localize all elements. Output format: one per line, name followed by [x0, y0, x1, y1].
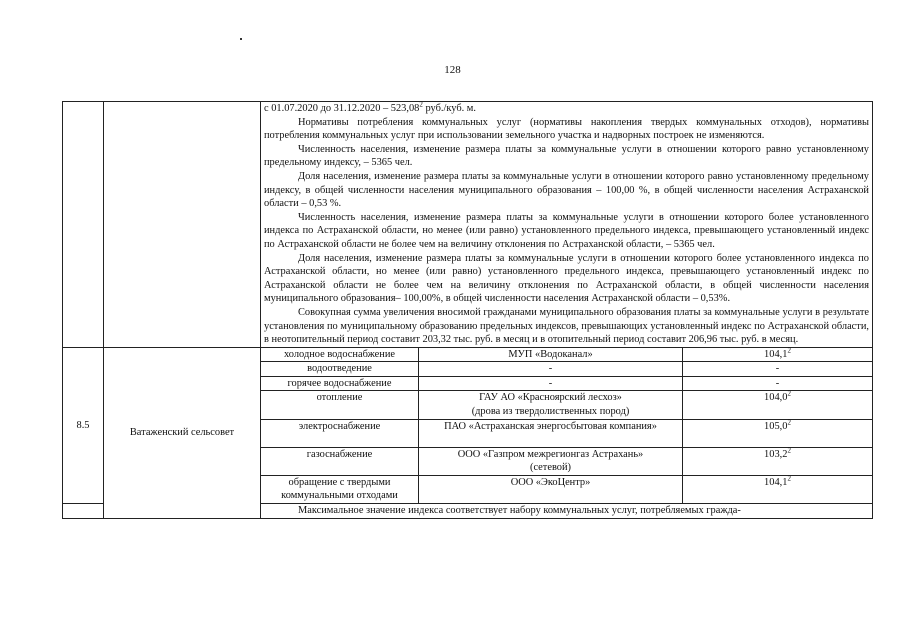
body-paragraph — [264, 116, 869, 143]
service-name: холодное водоснабжение — [261, 347, 419, 362]
provider-name: ООО «ЭкоЦентр» — [419, 475, 683, 503]
provider-name: - — [419, 376, 683, 391]
index-value: 103,2$^2$ — [683, 447, 873, 475]
body-paragraph — [264, 102, 869, 116]
body-paragraph — [264, 252, 869, 306]
paragraph-text: Совокупная сумма увеличения вносимой гражданами муниципального образования платы за коммунальные услуги в результате установления по муниципальному образованию предельных индексов, превышающих установленный индекс по Астраханской области, в неотопительный период составит 203,32 тыс. руб. в месяц и в отопительный период составит 206,96 тыс. руб. в месяц. — [264, 306, 869, 346]
body-paragraph — [264, 170, 869, 211]
footer-note — [261, 504, 873, 519]
service-name: горячее водоснабжение — [261, 376, 419, 391]
paragraph-text: Доля населения, изменение размера платы за коммунальные услуги в отношении которого равно установленному предельному индексу, в общей численности населения муниципального образования – 100,00 %, в общей численности населения Астраханской области – 0,53 %. — [264, 170, 869, 210]
municipality-name: Ватаженский сельсовет — [104, 347, 261, 518]
service-name: обращение с твердыми коммунальными отходами — [261, 475, 419, 503]
provider-name: ГАУ АО «Красноярский лесхоз» (дрова из твердолиственных пород) — [419, 391, 683, 419]
index-value: 105,0$^2$ — [683, 419, 873, 447]
paragraph-text: Численность населения, изменение размера платы за коммунальные услуги в отношении которого равно установленному предельному индексу, – 5365 чел. — [264, 143, 869, 169]
index-value: 104,1$^2$ — [683, 347, 873, 362]
paragraph-text: Доля населения, изменение размера платы за коммунальные услуги в отношении которого более установленного индекса по Астраханской области, но менее (или равно) установленного предельного индекса, превышающего установленный индекс по Астраханской области не более чем на величину отклонения по Астраханской области, в общей численности населения муниципального образования– 100,00%, в общей численности населения Астраханской области – 0,53%. — [264, 252, 869, 305]
index-value: 104,0$^2$ — [683, 391, 873, 419]
service-name: электроснабжение — [261, 419, 419, 447]
footer-note-text: Максимальное значение индекса соответствует набору коммунальных услуг, потребляемых гражда- — [298, 505, 741, 517]
paragraph-text: Численность населения, изменение размера платы за коммунальные услуги в отношении которого более установленного индекса по Астраханской области, но менее (или равно) установленного предельного индекса, превышающего установленный индекс по Астраханской области не более чем на величину отклонения по Астраханской области, – 5365 чел. — [264, 211, 869, 250]
top-text-row — [63, 102, 873, 348]
empty-municipality-cell — [104, 102, 261, 348]
provider-name: МУП «Водоканал» — [419, 347, 683, 362]
text-block-cell — [261, 102, 873, 348]
page-number: 128 — [444, 64, 461, 76]
paragraph-tail: руб./куб. м. — [422, 103, 476, 114]
provider-name: - — [419, 362, 683, 377]
body-paragraph — [264, 306, 869, 347]
empty-number-cell — [63, 102, 104, 348]
footnote-mark: 2 — [787, 346, 791, 355]
body-paragraph — [264, 143, 869, 170]
service-name: водоотведение — [261, 362, 419, 377]
empty-number-cell — [63, 504, 104, 519]
footnote-mark: 2 — [787, 390, 791, 398]
row-number: 8.5 — [63, 347, 104, 503]
scan-speck — [240, 38, 242, 40]
footnote-mark: 2 — [419, 100, 423, 109]
footnote-mark: 2 — [787, 418, 791, 427]
footnote-mark: 2 — [787, 446, 791, 455]
footnote-mark: 2 — [787, 474, 791, 483]
paragraph-text: с 01.07.2020 до 31.12.2020 – 523,08 — [264, 103, 420, 114]
body-paragraph — [264, 211, 869, 252]
index-value: - — [683, 362, 873, 377]
index-value: 104,1$^2$ — [683, 475, 873, 503]
document-table — [62, 101, 873, 519]
service-name: газоснабжение — [261, 447, 419, 475]
service-row — [63, 347, 873, 362]
index-value: - — [683, 376, 873, 391]
provider-name: ООО «Газпром межрегионгаз Астрахань» (сетевой) — [419, 447, 683, 475]
provider-name: ПАО «Астраханская энергосбытовая компания» — [419, 419, 683, 447]
paragraph-text: Нормативы потребления коммунальных услуг (нормативы накопления твердых коммунальных отходов), нормативы потребления коммунальных услуг при использовании земельного участка и надворных построек не изменяются. — [264, 116, 869, 142]
service-name: отопление — [261, 391, 419, 419]
